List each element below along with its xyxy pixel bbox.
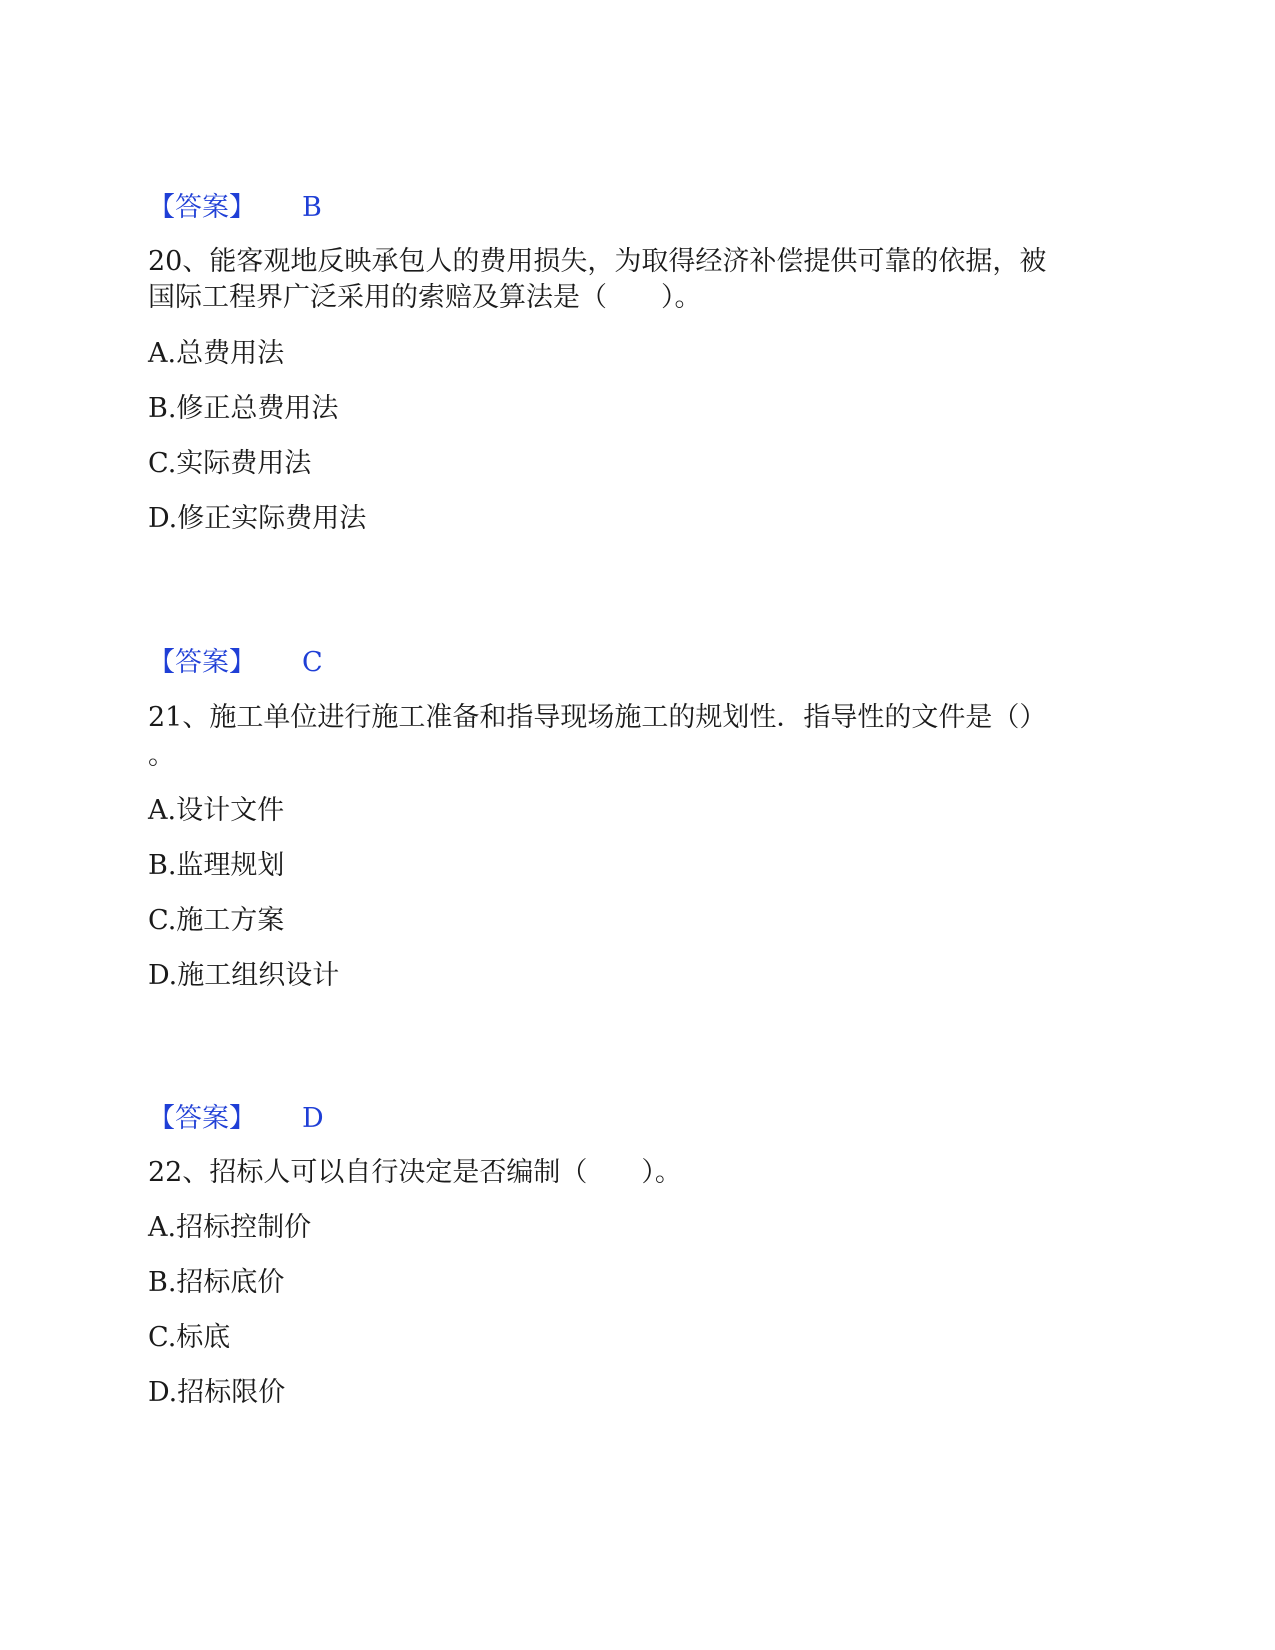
question-text: 22、招标人可以自行决定是否编制（ ）。: [148, 1157, 682, 1188]
answer-line: [148, 190, 322, 226]
option-c: C.标底: [148, 1322, 231, 1353]
option-a: A.总费用法: [148, 338, 285, 369]
option-d: D.修正实际费用法: [148, 503, 367, 534]
answer-value: D: [302, 1103, 324, 1134]
question-text: 国际工程界广泛采用的索赔及算法是（ ）。: [148, 282, 702, 313]
question-text: 。: [148, 740, 175, 771]
option-a: A.设计文件: [148, 795, 285, 826]
question-text: 21、施工单位进行施工准备和指导现场施工的规划性．指导性的文件是（）: [148, 702, 1047, 733]
option-c: C.施工方案: [148, 905, 285, 936]
option-d: D.施工组织设计: [148, 960, 340, 991]
answer-label: 【答案】: [148, 192, 256, 223]
option-c: C.实际费用法: [148, 448, 312, 479]
answer-value: C: [302, 647, 323, 678]
option-a: A.招标控制价: [148, 1212, 312, 1243]
option-d: D.招标限价: [148, 1377, 286, 1408]
answer-label: 【答案】: [148, 1103, 256, 1134]
option-b: B.监理规划: [148, 850, 285, 881]
option-b: B.招标底价: [148, 1267, 285, 1298]
answer-label: 【答案】: [148, 647, 256, 678]
answer-value: B: [302, 192, 322, 223]
option-b: B.修正总费用法: [148, 393, 339, 424]
answer-line: [148, 645, 323, 681]
answer-line: [148, 1101, 324, 1137]
question-text: 20、能客观地反映承包人的费用损失，为取得经济补偿提供可靠的依据，被: [148, 246, 1047, 277]
